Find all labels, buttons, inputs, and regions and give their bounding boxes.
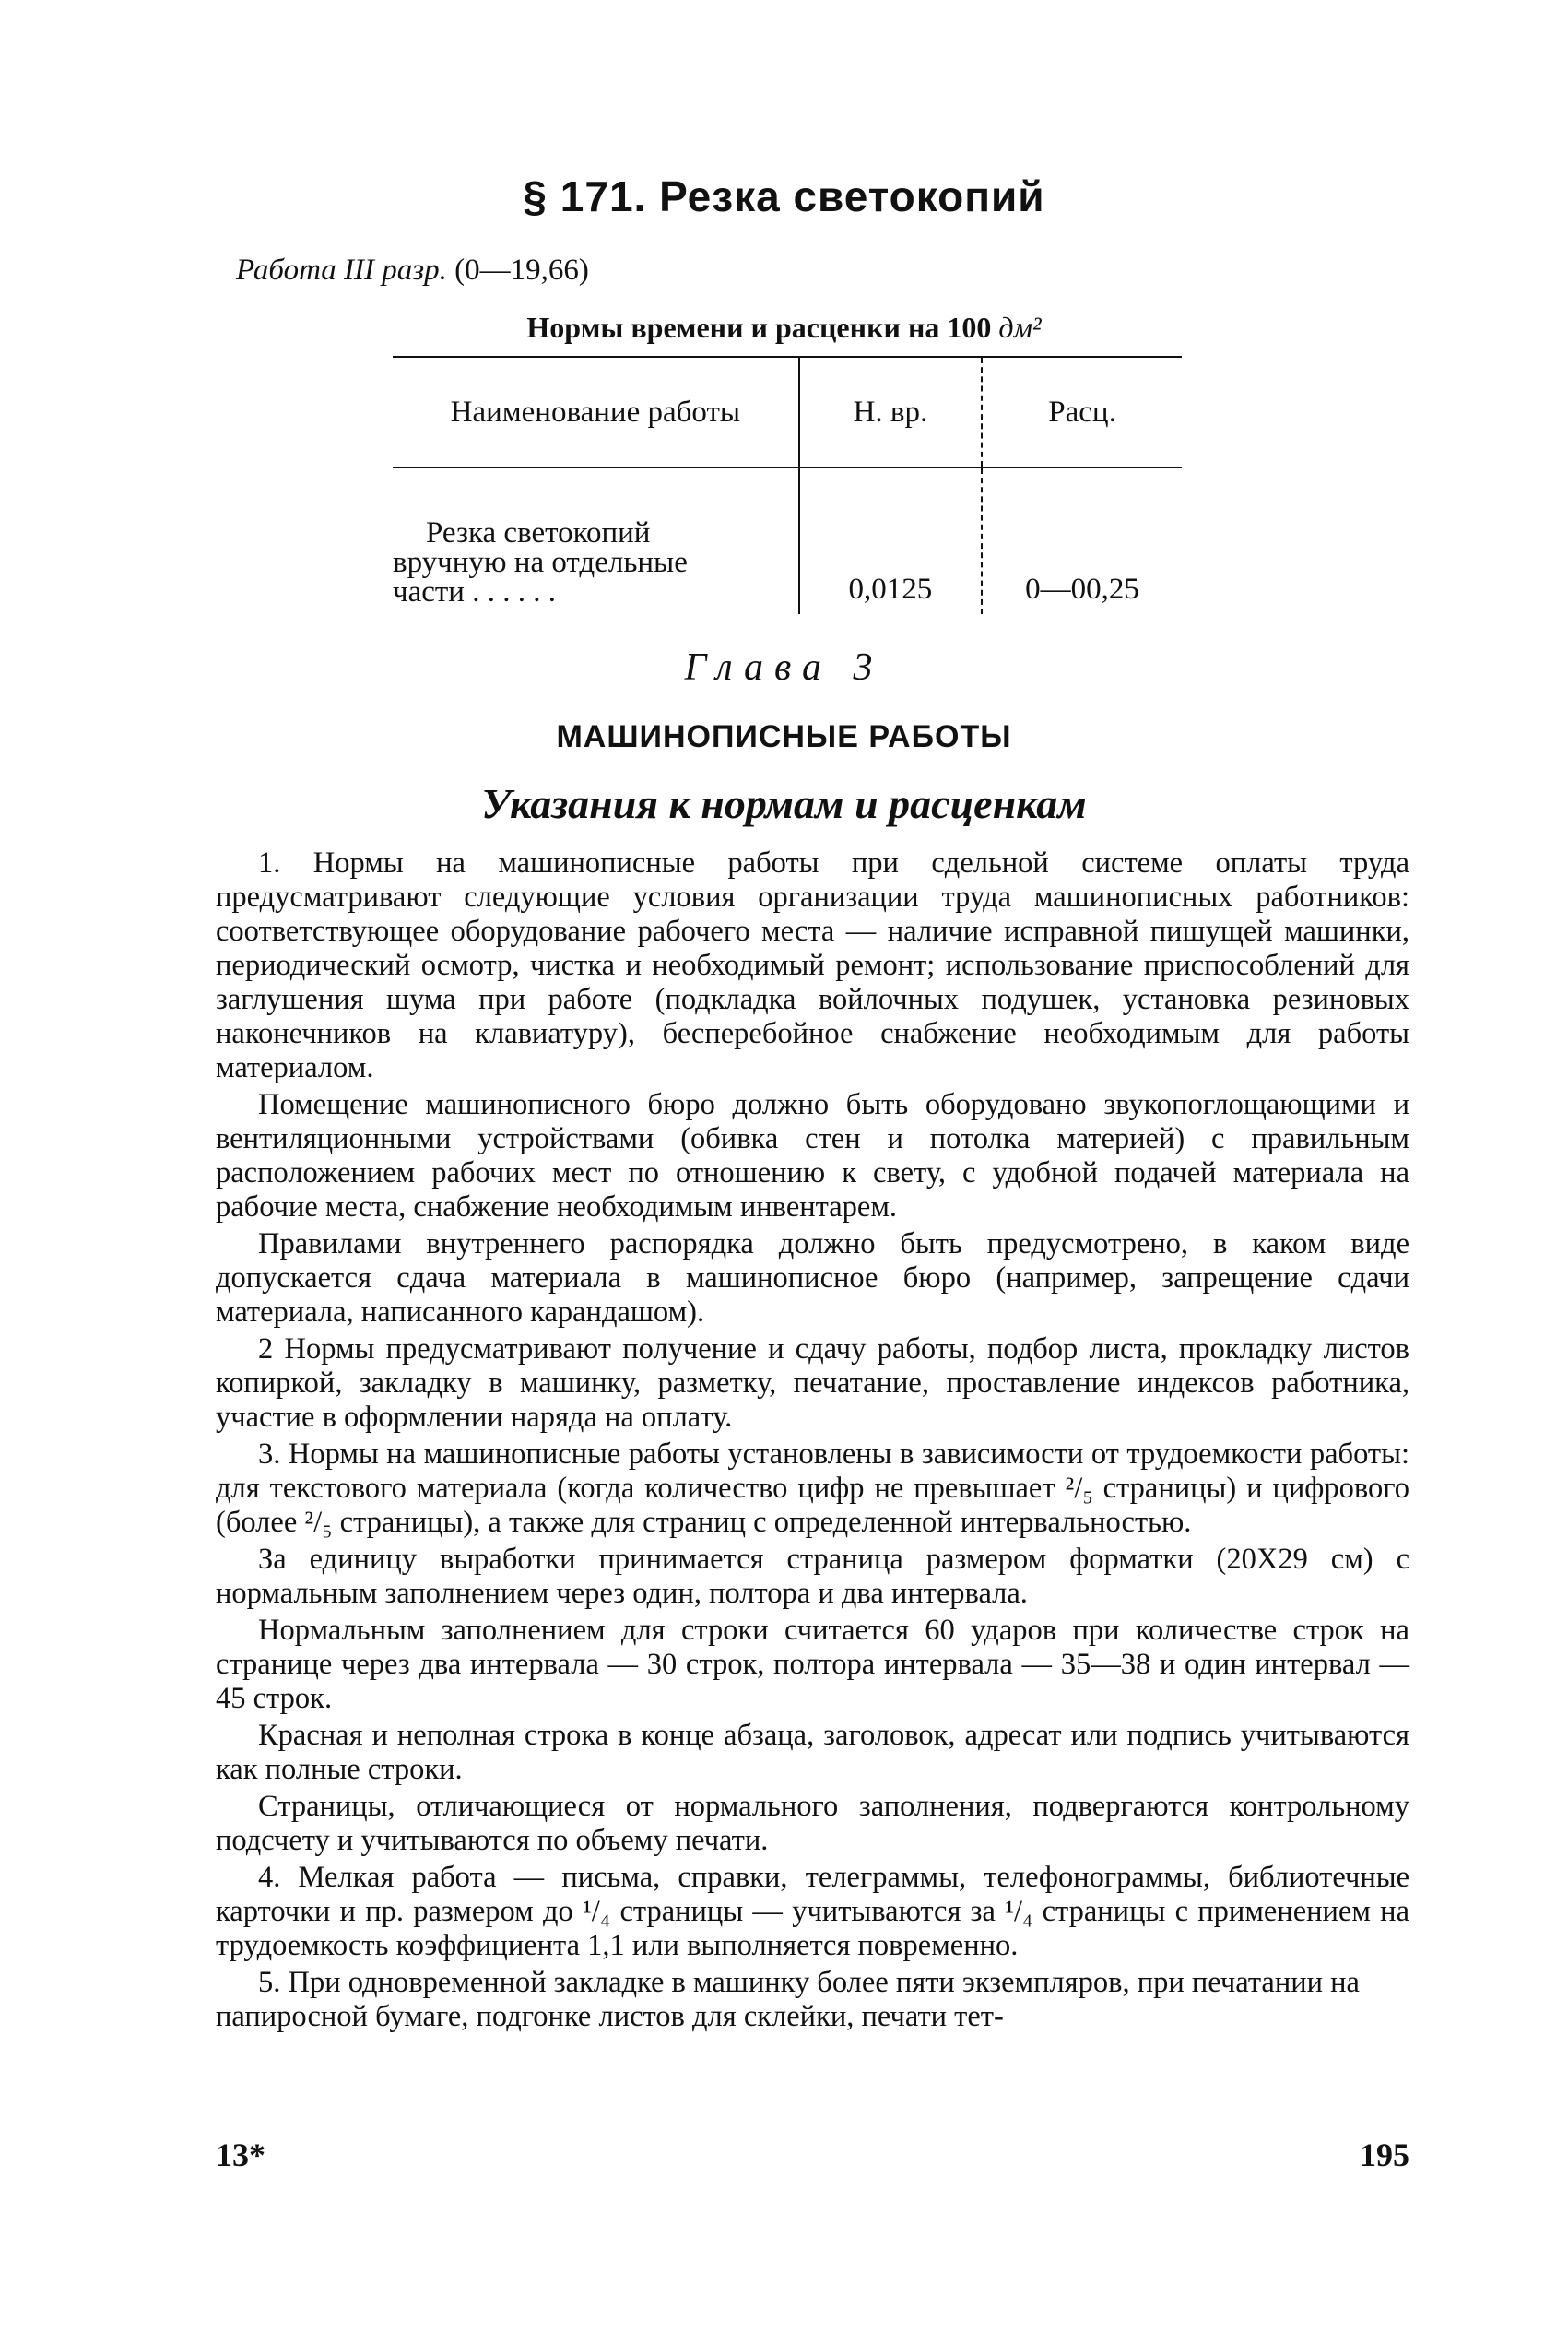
table-cell-rate: 0—00,25	[982, 467, 1182, 614]
paragraph: 2 Нормы предусматривают получение и сдачу работы, подбор листа, прокладку листов копиркой, закладку в машинку, разметку, печатание, проставление индексов работника, участие в оформлении наряда на оплату.	[216, 1332, 1409, 1434]
paragraph: За единицу выработки принимается страница размером форматки (20X29 см) с нормальным заполнением через один, полтора и два интервала.	[216, 1543, 1409, 1610]
section-title: § 171. Резка светокопий	[523, 172, 1045, 220]
work-grade-label: Работа III разр.	[236, 254, 447, 287]
paragraph: Нормальным заполнением для строки считается 60 ударов при количестве строк на странице через два интервала — 30 строк, полтора интервала — 35—38 и один интервал — 45 строк.	[216, 1614, 1409, 1715]
norms-heading-text: Нормы времени и расценки на 100	[526, 311, 992, 344]
paragraph: 5. При одновременной закладке в машинку более пяти экземпляров, при печатании на папиросной бумаге, подгонке листов для склейки, печати тет-	[216, 1966, 1360, 2033]
paragraph: 3. Нормы на машинописные работы установлены в зависимости от трудоемкости работы: для текстового материала (когда количество цифр не превышает ²/₅ страницы) и цифрового (более ²/₅ страницы), а также для страниц с определенной интервальностью.	[216, 1438, 1409, 1539]
paragraph: 4. Мелкая работа — письма, справки, телеграммы, телефонограммы, библиотечные карточки и пр. размером до ¹/₄ страницы — учитываются за ¹/₄ страницы с применением на трудоемкость коэффициента 1,1 или выполняется повременно.	[216, 1861, 1409, 1962]
work-name-line: вручную на отдельные	[393, 546, 688, 579]
paragraph: Правилами внутреннего распорядка должно быть предусмотрено, в каком виде допускается сдача материала в машинописное бюро (например, запрещение сдачи материала, написанного карандашом).	[216, 1227, 1409, 1329]
table-header-work-name: Наименование работы	[393, 357, 799, 467]
signature-mark: 13*	[216, 2136, 265, 2173]
table-header-row	[393, 357, 1182, 467]
norms-heading-unit: дм²	[998, 311, 1042, 344]
table-header-norm-time: Н. вр.	[799, 357, 982, 467]
work-grade-value: (0—19,66)	[454, 254, 589, 287]
norms-table	[393, 356, 1182, 614]
norms-heading	[0, 311, 1568, 345]
table-header-rate: Расц.	[982, 357, 1182, 467]
work-name-line: Резка светокопий	[426, 516, 651, 550]
body-text	[216, 846, 1409, 2037]
work-name-line: части . . . . . .	[393, 575, 556, 609]
paragraph: 1. Нормы на машинописные работы при сдельной системе оплаты труда предусматривают следующие условия организации труда машинописных работников: соответствующее оборудование рабочего места — наличие исправной пишущей машинки, периодический осмотр, чистка и необходимый ремонт; использование приспособлений для заглушения шума при работе (подкладка войлочных подушек, установка резиновых наконечников на клавиатуру), бесперебойное снабжение необходимым для работы материалом.	[216, 846, 1409, 1084]
work-grade-line	[236, 254, 589, 288]
page-number: 195	[1360, 2136, 1409, 2173]
chapter-title: МАШИНОПИСНЫЕ РАБОТЫ	[556, 719, 1012, 754]
table-cell-work-name	[393, 467, 799, 614]
paragraph: Красная и неполная строка в конце абзаца, заголовок, адресат или подпись учитываются как полные строки.	[216, 1719, 1409, 1786]
paragraph: Помещение машинописного бюро должно быть оборудовано звукопоглощающими и вентиляционными устройствами (обивка стен и потолка материей) с правильным расположением рабочих мест по отношению к свету, с удобной подачей материала на рабочие места, снабжение необходимым инвентарем.	[216, 1088, 1409, 1224]
paragraph: Страницы, отличающиеся от нормального заполнения, подвергаются контрольному подсчету и учитываются по объему печати.	[216, 1790, 1409, 1857]
chapter-subtitle: Указания к нормам и расценкам	[481, 780, 1087, 827]
table-row	[393, 467, 1182, 614]
table-cell-norm-time: 0,0125	[799, 467, 982, 614]
chapter-label: Глава 3	[684, 646, 884, 689]
